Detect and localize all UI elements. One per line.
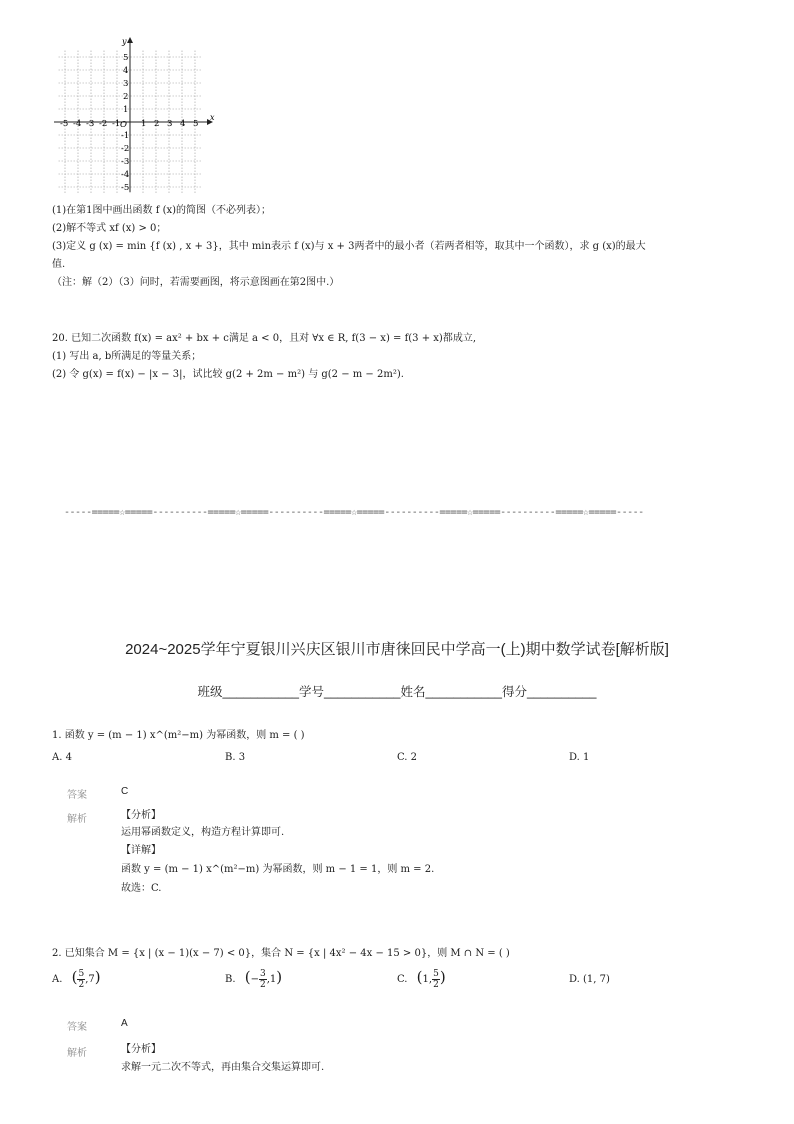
p2-stem: 2. 已知集合 M = {x | (x − 1)(x − 7) < 0}，集合 N = {x | 4x² − 4x − 15 > 0}，则 M ∩ N = ( ): [52, 948, 510, 959]
q19-note: （注：解（2）（3）问时，若需要画图，将示意图画在第2图中.）: [52, 277, 340, 288]
p2-option-b: [225, 968, 282, 990]
q19-part1: (1)在第1图中画出函数 f (x)的简图（不必列表）；: [52, 205, 272, 216]
q20-part2: (2) 令 g(x) = f(x) − |x − 3|，试比较 g(2 + 2m − m²) 与 g(2 − m − 2m²).: [52, 369, 404, 380]
p2-option-b-rparen: ): [276, 968, 283, 986]
p1-analysis-heading: 【分析】: [121, 810, 161, 821]
p2-option-d: D. (1, 7): [569, 974, 610, 985]
p1-detail-heading: 【详解】: [121, 845, 161, 856]
origin-label: O: [120, 120, 127, 130]
q20-part1: (1) 写出 a, b所满足的等量关系；: [52, 351, 202, 362]
p1-analysis-text: 运用幂函数定义，构造方程计算即可.: [121, 827, 285, 838]
p1-option-a: A. 4: [52, 752, 72, 763]
p2-option-b-sign: −: [250, 974, 259, 985]
p2-option-b-fraction: $\frac{3}{2}$: [259, 969, 266, 990]
y-tick-label: 3: [123, 79, 129, 89]
p1-answer: C: [121, 786, 129, 797]
x-tick-label: -1: [112, 119, 121, 129]
p1-conclusion: 故选：C.: [121, 883, 162, 894]
x-axis-label: x: [210, 113, 215, 122]
p2-option-a-tail: ,7: [85, 974, 95, 985]
p1-answer-label: 答案: [67, 790, 87, 801]
x-tick-label: 5: [193, 119, 199, 129]
p2-option-c-fraction: $\frac{5}{2}$: [433, 969, 439, 990]
p2-analysis-heading: 【分析】: [121, 1044, 161, 1055]
coordinate-grid-figure: [52, 36, 218, 194]
p2-option-a-fraction: $\frac{5}{2}$: [78, 969, 85, 990]
p2-answer: A: [121, 1018, 128, 1029]
tick-labels: [60, 53, 198, 193]
p2-option-c-letter: C.: [397, 974, 408, 985]
p1-option-c: C. 2: [397, 752, 418, 763]
y-tick-label: -4: [121, 170, 130, 180]
p1-analysis-label: 解析: [67, 814, 87, 825]
p2-option-b-lparen: (: [244, 968, 251, 986]
x-tick-label: -4: [73, 119, 82, 129]
p1-stem: 1. 函数 y = (m − 1) x^(m²−m) 为幂函数，则 m = ( ): [52, 730, 305, 741]
y-tick-label: 4: [123, 66, 129, 76]
y-tick-label: -2: [121, 144, 130, 154]
x-tick-label: -2: [99, 119, 108, 129]
coordinate-grid: [52, 36, 218, 194]
student-info-line: 班级___________学号___________姓名___________得分__________: [197, 685, 597, 699]
p2-analysis-text: 求解一元二次不等式，再由集合交集运算即可.: [121, 1062, 325, 1073]
p2-option-a-letter: A.: [52, 974, 63, 985]
exam-title: 2024~2025学年宁夏银川兴庆区银川市唐徕回民中学高一(上)期中数学试卷[解析版]: [125, 641, 669, 658]
y-tick-label: 1: [123, 105, 129, 115]
p2-option-b-letter: B.: [225, 974, 236, 985]
p2-option-c: [397, 968, 446, 990]
x-tick-label: 3: [167, 119, 173, 129]
p1-option-b: B. 3: [225, 752, 246, 763]
y-tick-label: -1: [121, 131, 130, 141]
p2-option-c-rparen: ): [439, 968, 446, 986]
p2-option-c-lparen: (: [416, 968, 423, 986]
y-tick-label: 2: [123, 92, 129, 102]
x-tick-label: -5: [60, 119, 69, 129]
q20-stem: 20. 已知二次函数 f(x) = ax² + bx + c满足 a < 0，且对 ∀x ∈ R, f(3 − x) = f(3 + x)都成立,: [52, 333, 477, 344]
p1-option-d: D. 1: [569, 752, 590, 763]
p2-analysis-label: 解析: [67, 1048, 87, 1059]
y-tick-label: 5: [123, 53, 129, 63]
x-tick-label: 2: [154, 119, 160, 129]
p2-option-a-lparen: (: [71, 968, 78, 986]
x-tick-label: 1: [141, 119, 147, 129]
p2-option-a-rparen: ): [94, 968, 101, 986]
y-axis-label: y: [122, 37, 127, 46]
x-tick-label: 4: [180, 119, 186, 129]
q19-part3-cont: 值.: [52, 259, 66, 270]
q19-part3: (3)定义 g (x) = min {f (x) , x + 3}，其中 min表示 f (x)与 x + 3两者中的最小者（若两者相等，取其中一个函数），求 g (x)的最大: [52, 241, 646, 252]
q19-part2: (2)解不等式 xf (x) > 0；: [52, 223, 167, 234]
x-tick-label: -3: [86, 119, 95, 129]
y-tick-label: -3: [121, 157, 130, 167]
p2-answer-label: 答案: [67, 1022, 87, 1033]
page-separator: -----=====☆=====----------=====☆=====----------=====☆=====----------=====☆=====----------=====☆=====-----: [64, 507, 644, 518]
y-tick-label: -5: [121, 183, 130, 193]
p2-option-a: [52, 968, 101, 990]
p1-detail-text: 函数 y = (m − 1) x^(m²−m) 为幂函数，则 m − 1 = 1，则 m = 2.: [121, 864, 435, 875]
p2-option-c-head: 1,: [422, 974, 433, 985]
p2-option-b-tail: ,1: [266, 974, 277, 985]
